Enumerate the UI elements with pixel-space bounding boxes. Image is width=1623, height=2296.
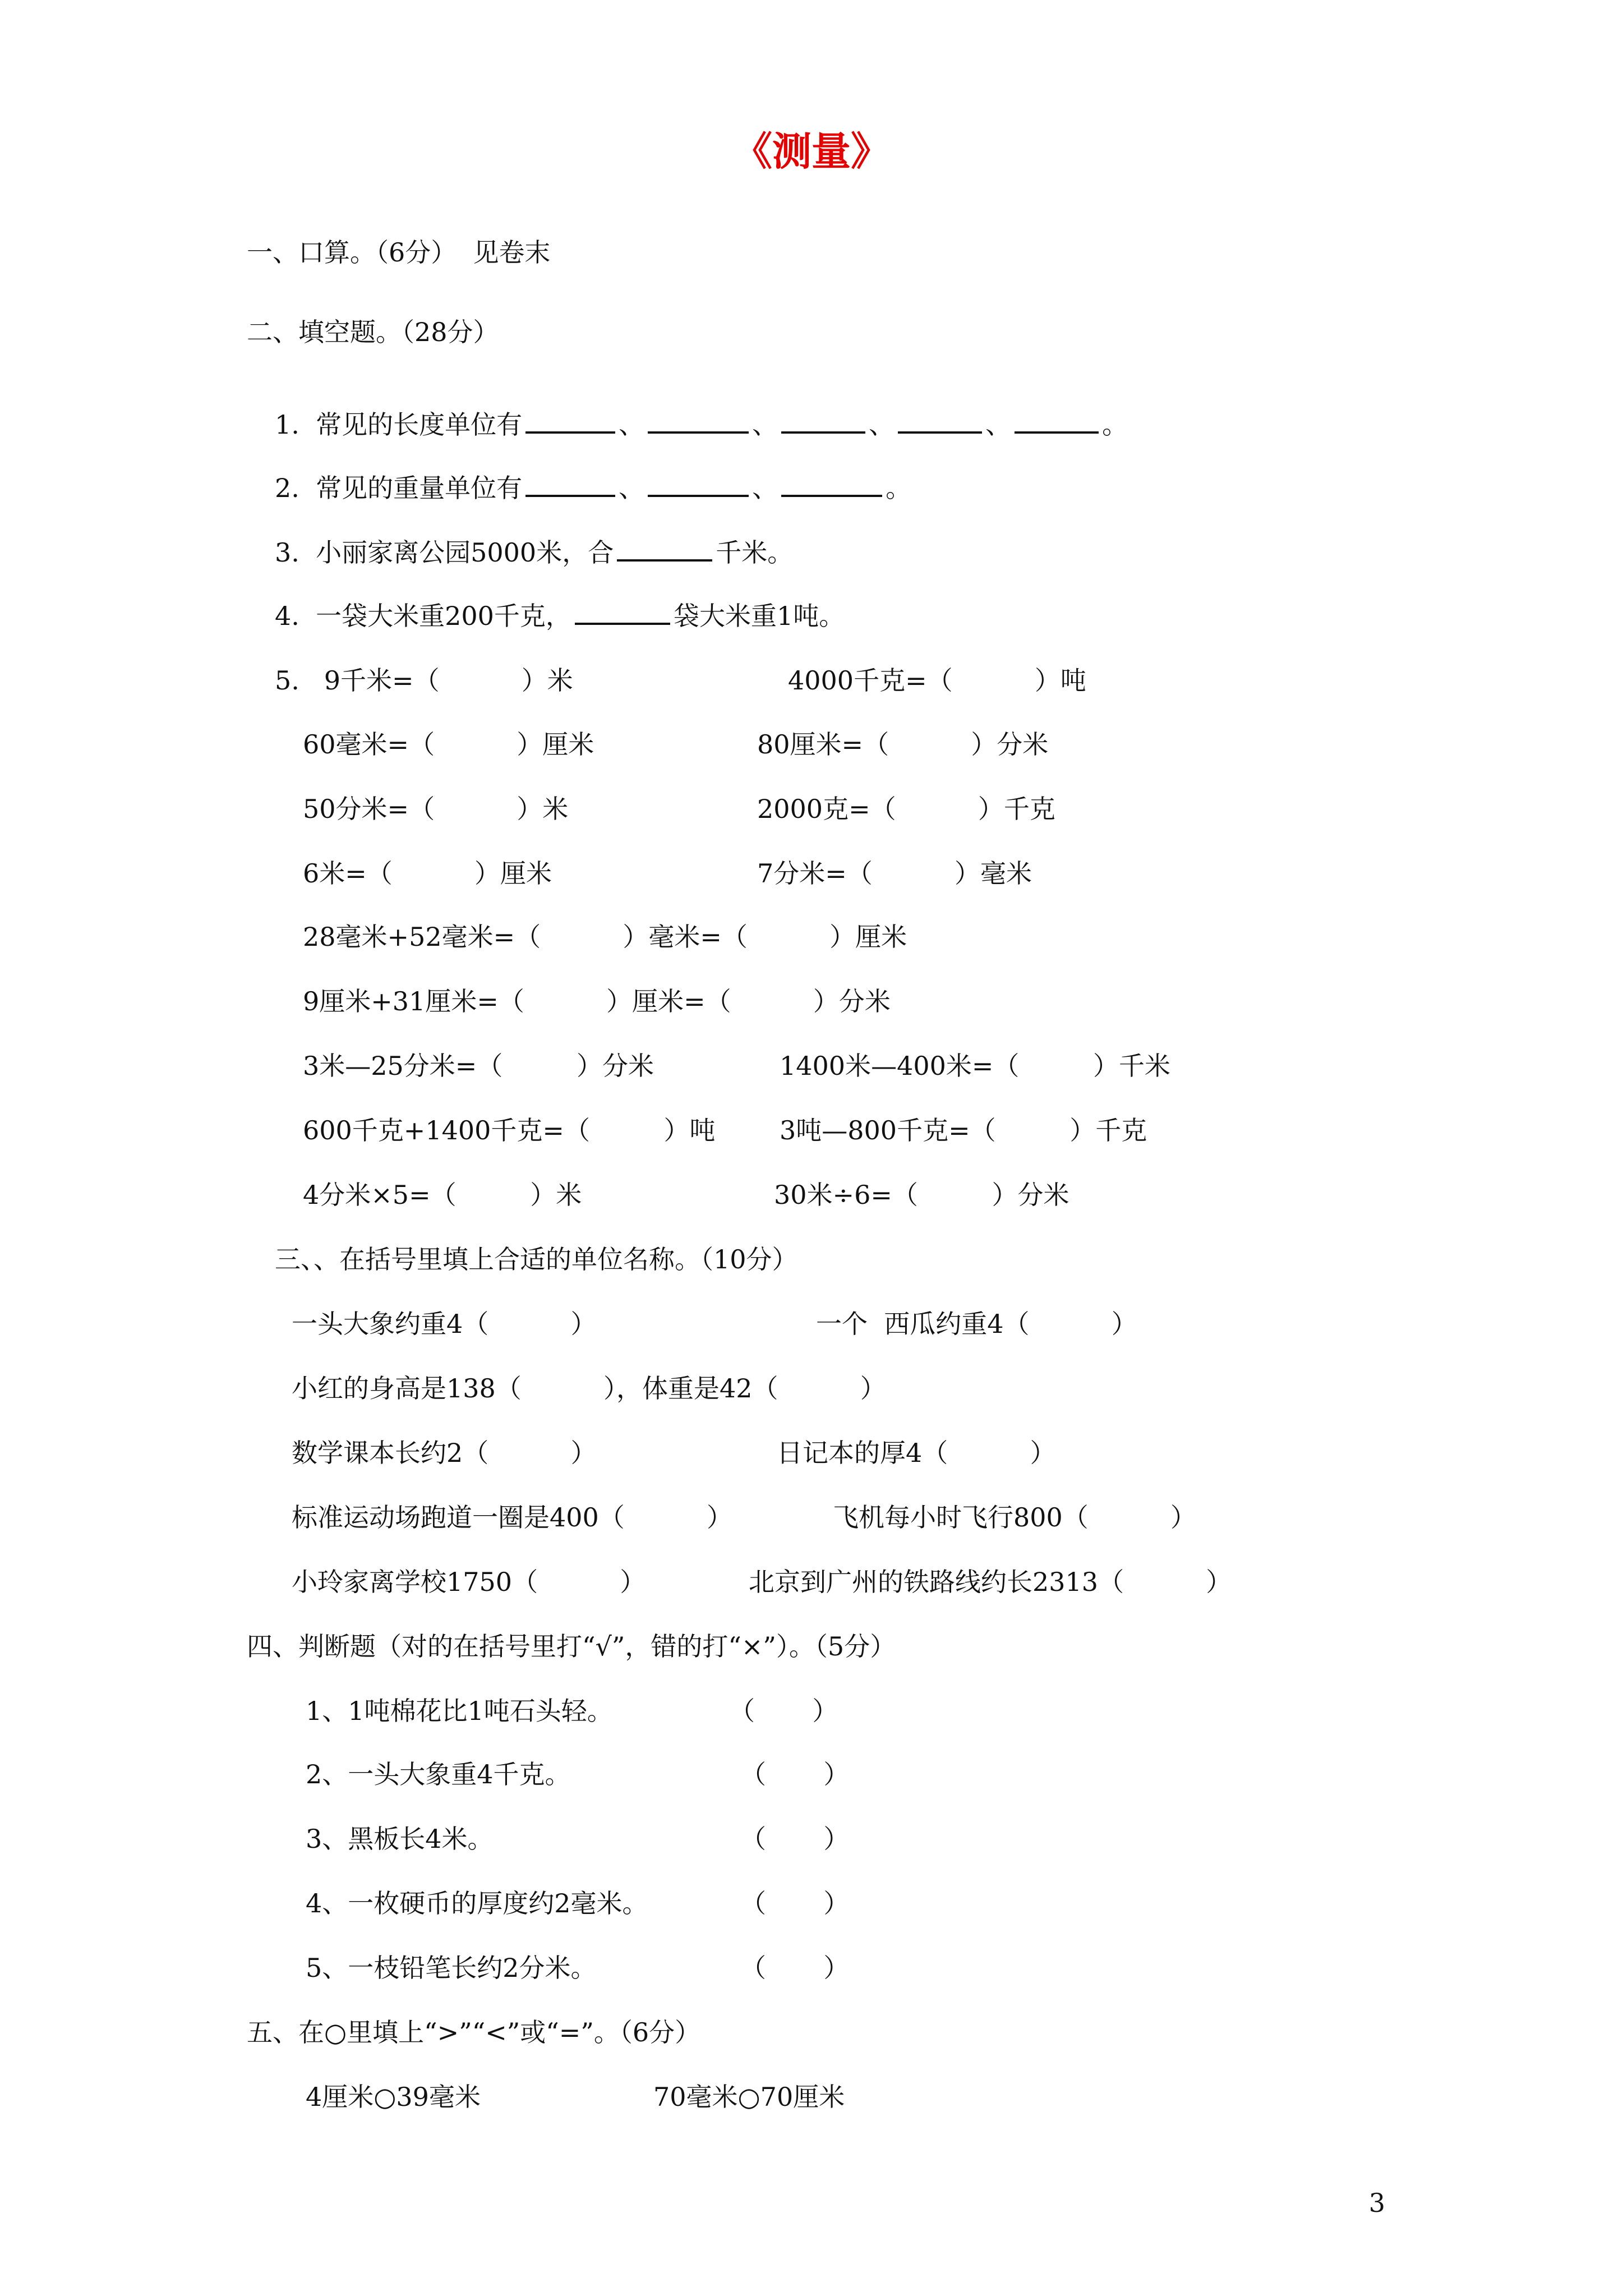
- unit-item: 一个 西瓜约重4（ ）: [816, 1309, 1137, 1339]
- judgment-bracket[interactable]: （ ）: [729, 1696, 838, 1726]
- unit-item: 一头大象约重4（ ）: [292, 1309, 597, 1339]
- unit-item: 小红的身高是138（ ），体重是42（ ）: [292, 1373, 886, 1404]
- answer-blank[interactable]: [525, 409, 615, 434]
- conversion-item: 28毫米+52毫米=（ ）毫米=（ ）厘米: [303, 922, 907, 952]
- section-3-heading: 三、、在括号里填上合适的单位名称。（10分）: [275, 1244, 798, 1274]
- conversion-item: 60毫米=（ ）厘米: [303, 729, 594, 760]
- conversion-item: 4分米×5=（ ）米: [303, 1180, 582, 1210]
- section-2-heading: 二、填空题。（28分）: [247, 317, 499, 347]
- judgment-bracket[interactable]: （ ）: [740, 1953, 850, 1983]
- judgment-item-4: 4、一枚硬币的厚度约2毫米。: [306, 1888, 648, 1918]
- answer-blank[interactable]: [781, 409, 865, 434]
- unit-item: 标准运动场跑道一圈是400（ ）: [292, 1502, 733, 1533]
- judgment-item-3: 3、黑板长4米。: [306, 1824, 494, 1854]
- fill-question-4: 4. 一袋大米重200千克， 袋大米重1吨。: [275, 601, 845, 631]
- page-number: 3: [1368, 2188, 1385, 2218]
- conversion-item: 6米=（ ）厘米: [303, 858, 552, 889]
- answer-blank[interactable]: [525, 472, 615, 497]
- answer-blank[interactable]: [575, 600, 670, 625]
- unit-item: 北京到广州的铁路线约长2313（ ）: [749, 1567, 1232, 1597]
- question-text: 1. 常见的长度单位有: [275, 409, 523, 440]
- fill-question-2: 2. 常见的重量单位有 、 、 。: [275, 473, 912, 503]
- compare-item: 70毫米○70厘米: [653, 2082, 845, 2112]
- conversion-item: 50分米=（ ）米: [303, 794, 569, 824]
- judgment-item-5: 5、一枝铅笔长约2分米。: [306, 1953, 597, 1983]
- question-text: 2. 常见的重量单位有: [275, 473, 523, 503]
- unit-item: 日记本的厚4（ ）: [777, 1438, 1056, 1468]
- conversion-item: 3米—25分米=（ ）分米: [303, 1051, 654, 1081]
- conversion-item: 7分米=（ ）毫米: [757, 858, 1032, 889]
- fill-question-1: 1. 常见的长度单位有 、 、 、 、 。: [275, 409, 1128, 440]
- answer-blank[interactable]: [648, 409, 749, 434]
- answer-blank[interactable]: [648, 472, 749, 497]
- section-1-heading: 一、口算。（6分） 见卷末: [247, 237, 551, 268]
- conversion-item: 9厘米+31厘米=（ ）厘米=（ ）分米: [303, 986, 891, 1016]
- conversion-item: 2000克=（ ）千克: [757, 794, 1055, 824]
- unit-item: 数学课本长约2（ ）: [292, 1438, 597, 1468]
- conversion-item: 1400米—400米=（ ）千米: [780, 1051, 1171, 1081]
- conversion-item: 80厘米=（ ）分米: [757, 729, 1049, 760]
- unit-item: 小玲家离学校1750（ ）: [292, 1567, 646, 1597]
- conversion-item: 600千克+1400千克=（ ）吨: [303, 1115, 716, 1145]
- answer-blank[interactable]: [617, 537, 712, 562]
- conversion-item: 3吨—800千克=（ ）千克: [780, 1115, 1147, 1145]
- compare-item: 4厘米○39毫米: [306, 2082, 481, 2112]
- unit-item: 飞机每小时飞行800（ ）: [833, 1502, 1197, 1533]
- answer-blank[interactable]: [898, 409, 982, 434]
- question-text: 3. 小丽家离公园5000米，合: [275, 537, 614, 568]
- judgment-bracket[interactable]: （ ）: [740, 1759, 850, 1789]
- conversion-item: 4000千克=（ ）吨: [788, 665, 1086, 696]
- section-4-heading: 四、判断题（对的在括号里打“√”，错的打“×”）。（5分）: [247, 1631, 896, 1662]
- fill-question-3: 3. 小丽家离公园5000米，合 千米。: [275, 537, 794, 568]
- conversion-item: 5. 9千米=（ ）米: [275, 665, 573, 696]
- judgment-item-2: 2、一头大象重4千克。: [306, 1759, 571, 1789]
- page-title: 《测量》: [733, 128, 890, 174]
- judgment-bracket[interactable]: （ ）: [740, 1824, 850, 1854]
- answer-blank[interactable]: [781, 472, 882, 497]
- judgment-bracket[interactable]: （ ）: [740, 1888, 850, 1918]
- answer-blank[interactable]: [1015, 409, 1099, 434]
- question-text: 4. 一袋大米重200千克，: [275, 601, 571, 631]
- conversion-item: 30米÷6=（ ）分米: [774, 1180, 1069, 1210]
- section-5-heading: 五、在○里填上“>”“<”或“=”。（6分）: [247, 2017, 701, 2047]
- judgment-item-1: 1、1吨棉花比1吨石头轻。: [306, 1696, 613, 1726]
